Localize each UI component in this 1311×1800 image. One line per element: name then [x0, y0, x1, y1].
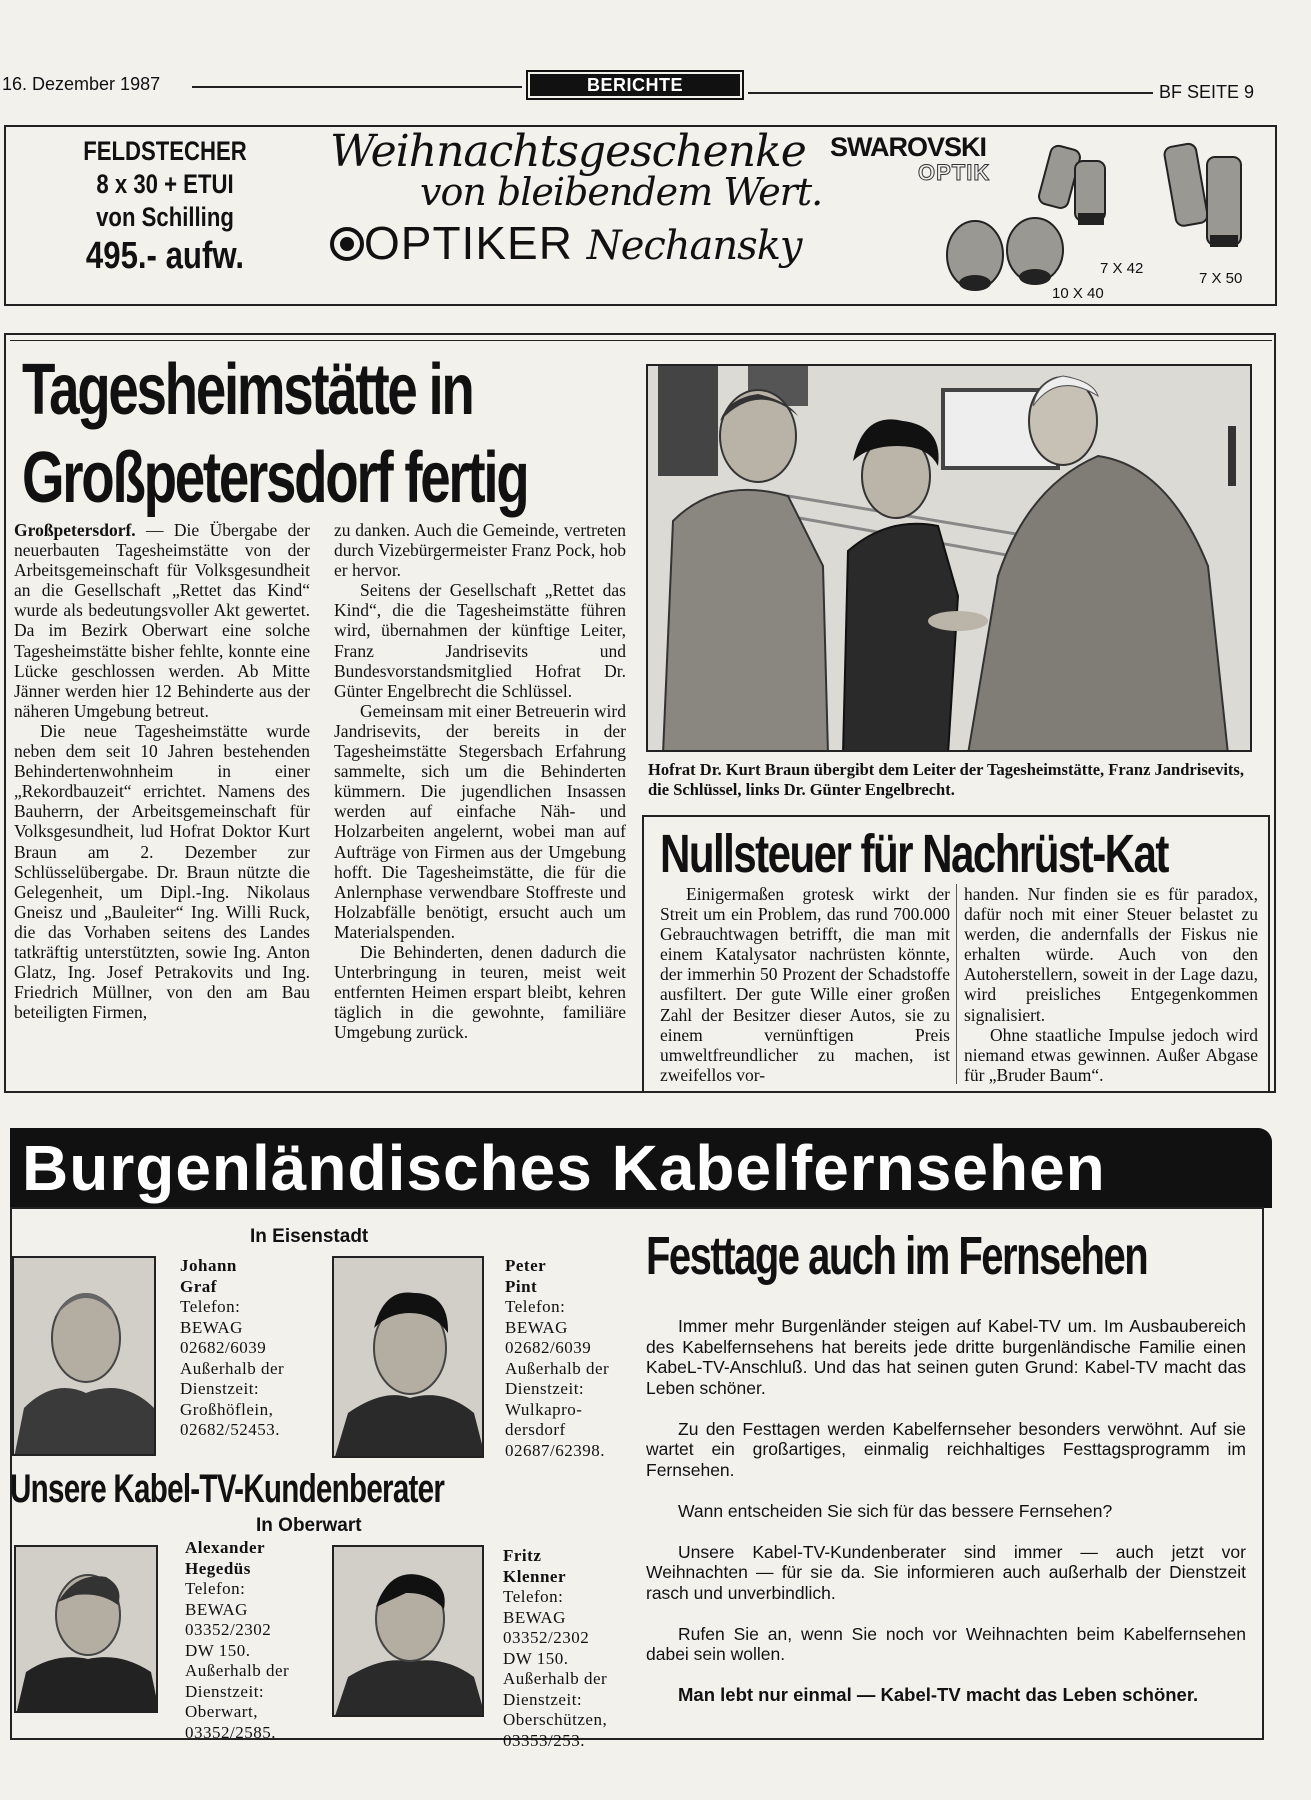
kabel-headline: Festtage auch im Fernsehen — [646, 1226, 1148, 1286]
advisor-graf: Johann Graf Telefon: BEWAG 02682/6039 Außerhalb der Dienstzeit: Großhöflein, 02682/52453. — [180, 1256, 285, 1439]
location-oberwart: In Oberwart — [256, 1515, 362, 1536]
portrait-graf — [12, 1256, 156, 1456]
advisor-klenner: Fritz Klenner Telefon: BEWAG 03352/2302 DW 150. Außerhalb der Dienstzeit: Oberschützen, 03353/253. — [503, 1546, 608, 1750]
binocular-label-1: 10 X 40 — [1052, 285, 1104, 302]
portrait-hegedues — [14, 1545, 158, 1713]
nullsteuer-column-1: Einigermaßen grotesk wirkt der Streit um ein Problem, das rund 700.000 Gebrauchtwagen betrifft, die man mit einem Katalysator nachrüsten könnte, der immerhin 50 Prozent der Schadstoffe ausfiltert. Der gute Wille einer großen Zahl der Besitzer dieser Autos, sie zu einem vernünftigen Preis umweltfreundlicher zu machen, ist zweifellos vor- — [660, 884, 950, 1085]
article-headline: Tagesheimstätte in Großpetersdorf fertig — [22, 350, 528, 518]
article-column-1: Großpetersdorf. — Die Übergabe der neuerbauten Tagesheimstätte von der Arbeitsgemeinschaft für Volksgesundheit an die Gesellschaft „Rettet das Kind“ wurde als bedeutungsvoller Akt gewertet. Da im Bezirk Oberwart eine solche Tagesheimstätte bisher fehlte, konnte eine Lücke geschlossen werden. Ab Mitte Jänner werden hier 12 Behinderte aus der näheren Umgebung betreut. Die neue Tagesheimstätte wurde neben dem seit 10 Jahren bestehenden Behindertenwohnheim in einer „Rekordbauzeit“ errichtet. Namens des Bauherrn, der Arbeitsgemeinschaft für Volksgesundheit, lud Hofrat Doktor Kurt Braun am 2. Dezember zur Schlüsselübergabe. Dr. Braun nützte die Gelegenheit, um Dipl.-Ing. Nikolaus Gneisz und „Bauleiter“ Ing. Willi Ruck, die das Vorhaben seitens des Landes tatkräftig unterstützten, sowie Ing. Anton Glatz, Ing. Josef Petrakovits und Ing. Friedrich Müllner, von den am Bau beteiligten Firmen, — [14, 520, 310, 1023]
eye-icon — [330, 227, 364, 261]
header-rule-right — [748, 92, 1153, 94]
binocular-label-2: 7 X 42 — [1100, 260, 1144, 277]
portrait-klenner — [332, 1545, 484, 1717]
ad-price: 495.- aufw. — [85, 235, 245, 277]
location-eisenstadt: In Eisenstadt — [250, 1226, 369, 1247]
advisor-pint: Peter Pint Telefon: BEWAG 02682/6039 Außerhalb der Dienstzeit: Wulkapro- dersdorf 02687/62398. — [505, 1256, 610, 1460]
optik-logo: OPTIK — [918, 160, 991, 185]
swarovski-logo: SWAROVSKI — [830, 132, 987, 162]
ad-handwriting-line2: von bleibendem Wert. — [420, 170, 823, 214]
page-number: BF SEITE 9 — [1159, 82, 1255, 102]
binocular-label-3: 7 X 50 — [1199, 270, 1243, 287]
advisor-hegedues: Alexander Hegedüs Telefon: BEWAG 03352/2302 DW 150. Außerhalb der Dienstzeit: Oberwart, 03352/2585. — [185, 1538, 290, 1742]
nullsteuer-headline: Nullsteuer für Nachrüst-Kat — [660, 824, 1168, 884]
nullsteuer-column-2: handen. Nur finden sie es für paradox, dafür noch mit einer Steuer belastet zu werden, die andernfalls der Fiskus nie erhalten würde. Auch von den Autoherstellern, soweit in der Lage dazu, wird preisliches Entgegenkommen signalisiert. Ohne staatliche Impulse jedoch wird niemand etwas gewinnen. Außer Abgase für „Bruder Baum“. — [964, 884, 1258, 1085]
ad-offer-text: FELDSTECHER 8 x 30 + ETUI von Schilling 495.- aufw. — [71, 135, 260, 278]
optiker-logo: OPTIKER Nechansky — [330, 216, 802, 270]
kabel-body: Immer mehr Burgenländer steigen auf Kabel-TV um. Im Ausbaubereich des Kabelfernsehens hat bereits jede dritte burgenländische Familie einen KabeL-TV-Anschluß. Und das hat seinen guten Grund: Kabel-TV macht das Leben schöner. Zu den Festtagen werden Kabelfernseher besonders verwöhnt. Auf sie wartet ein großartiges, einmalig reichhaltiges Festtagsprogramm im Fernsehen. Wann entscheiden Sie sich für das bessere Fernsehen? Unsere Kabel-TV-Kundenberater sind immer — auch jetzt vor Weihnachten — für sie da. Sie informieren auch außerhalb der Dienstzeit rasch und unverbindlich. Rufen Sie an, wenn Sie noch vor Weihnachten beim Kabelfernsehen dabei sein wollen. Man lebt nur einmal — Kabel-TV macht das Leben schöner. — [646, 1316, 1246, 1705]
portrait-pint — [332, 1256, 484, 1458]
advisors-heading: Unsere Kabel-TV-Kundenberater — [10, 1467, 445, 1511]
ad-handwriting-line1: Weihnachtsgeschenke — [330, 126, 806, 177]
section-label: BERICHTE — [526, 70, 744, 100]
kabel-banner: Burgenländisches Kabelfernsehen — [10, 1128, 1272, 1208]
photo-caption: Hofrat Dr. Kurt Braun übergibt dem Leiter der Tagesheimstätte, Franz Jandrisevits, die Schlüssel, links Dr. Günter Engelbrecht. — [648, 760, 1244, 799]
article-column-2: zu danken. Auch die Gemeinde, vertreten durch Vizebürgermeister Franz Pock, hob er hervor. Seitens der Gesellschaft „Rettet das Kind“, die die Tagesheimstätte führen wird, übernahmen der künftige Leiter, Franz Jandrisevits und Bundesvorstandsmitglied Hofrat Dr. Günter Engelbrecht die Schlüssel. Gemeinsam mit einer Betreuerin wird Jandrisevits, der bereits in der Tagesheimstätte Stegersbach Erfahrung sammelte, sich um die Behinderten kümmern. Die jugendlichen Insassen werden auf einfache Näh- und Holzarbeiten angelernt, wobei man auf Aufträge von Firmen aus der Umgebung hofft. Die Tagesheimstätte, die für die Anlernphase verwendbare Stoffreste und Holzabfälle benötigt, ersucht auch um Materialspenden. Die Behinderten, denen dadurch die Unterbringung in teuren, meist weit entfernten Heimen erspart bleibt, kehren täglich in die gewohnte, familiäre Umgebung zurück. — [334, 520, 626, 1043]
kabel-slogan: Man lebt nur einmal — Kabel-TV macht das Leben schöner. — [678, 1684, 1199, 1705]
header-rule-left — [192, 86, 522, 88]
issue-date: 16. Dezember 1987 — [2, 74, 161, 94]
article-photo — [646, 364, 1252, 752]
